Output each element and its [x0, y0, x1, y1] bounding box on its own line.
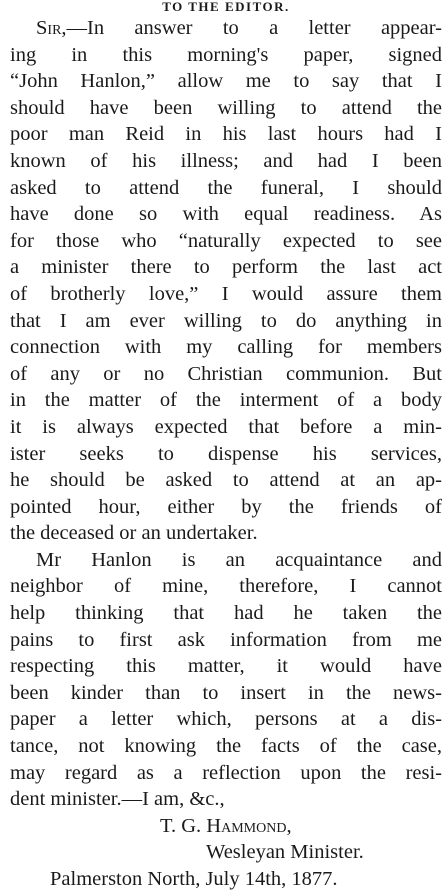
- text-line: paper a letter which, persons at a dis-: [10, 708, 442, 731]
- text-line: it is always expected that before a min-: [10, 415, 442, 438]
- text-line: may regard as a reflection upon the resi-: [10, 761, 442, 784]
- signature-name: T. G. Hammond,: [160, 814, 292, 837]
- salutation: Sir,: [36, 17, 67, 39]
- text-line: connection with my calling for members: [10, 336, 442, 359]
- signature-title: Wesleyan Minister.: [206, 841, 364, 864]
- text-line: asked to attend the funeral, I should: [10, 176, 442, 199]
- text-line: should have been willing to attend the: [10, 96, 442, 119]
- letter-heading: TO THE EDITOR.: [162, 0, 290, 14]
- text-line: neighbor of mine, therefore, I cannot: [10, 575, 442, 598]
- text-line: been kinder than to insert in the news-: [10, 681, 442, 704]
- text-line: pains to first ask information from me: [10, 628, 442, 651]
- text-line: known of his illness; and had I been: [10, 149, 442, 172]
- text-line: the deceased or an undertaker.: [10, 522, 258, 545]
- text-line: [10, 15, 442, 42]
- text-line: “John Hanlon,” allow me to say that I: [10, 70, 442, 93]
- signature-place-date: Palmerston North, July 14th, 1877.: [50, 868, 338, 890]
- letter-paragraph-2: [10, 547, 442, 813]
- text-line: of brotherly love,” I would assure them: [10, 282, 442, 305]
- text-line: in the matter of the interment of a body: [10, 389, 442, 412]
- text-line: he should be asked to attend at an ap-: [10, 469, 442, 492]
- letter-signature: [10, 813, 442, 893]
- text-line: help thinking that had he taken the: [10, 602, 442, 625]
- text-line: tance, not knowing the facts of the case,: [10, 735, 442, 758]
- text-line: of any or no Christian communion. But: [10, 362, 442, 385]
- text-line: dent minister.—I am, &c.,: [10, 788, 225, 811]
- text-line: poor man Reid in his last hours had I: [10, 123, 442, 146]
- text-line: ing in this morning's paper, signed: [10, 43, 442, 66]
- text-line: a minister there to perform the last act: [10, 256, 442, 279]
- text-line: respecting this matter, it would have: [10, 655, 442, 678]
- text-line: that I am ever willing to do anything in: [10, 309, 442, 332]
- text-line-content: —In answer to a letter appear-: [66, 17, 442, 39]
- text-line: for those who “naturally expected to see: [10, 229, 442, 252]
- text-line: Mr Hanlon is an acquaintance and: [36, 548, 442, 571]
- text-line: pointed hour, either by the friends of: [10, 495, 442, 518]
- text-line: have done so with equal readiness. As: [10, 203, 442, 226]
- text-line: ister seeks to dispense his services,: [10, 442, 442, 465]
- letter-paragraph-1: [10, 15, 442, 547]
